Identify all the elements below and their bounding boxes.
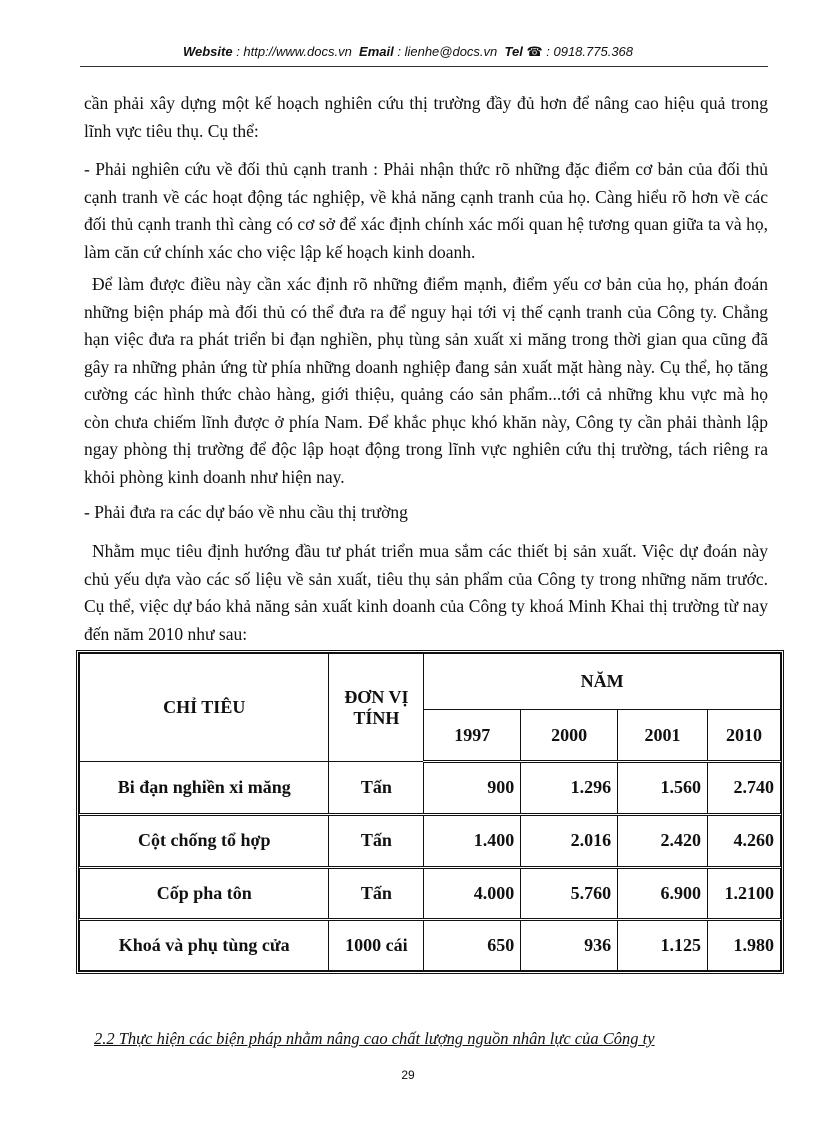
row-value: 936 — [521, 920, 618, 971]
row-value: 2.740 — [708, 762, 781, 815]
section-title: 2.2 Thực hiện các biện pháp nhằm nâng cao chất lượng nguồn nhân lực của Công ty — [94, 1029, 655, 1048]
paragraph-competitor-analysis: Để làm được điều này cần xác định rõ những điểm mạnh, điểm yếu cơ bản của họ, phán đoán những biện pháp mà đối thủ có thể đưa ra để nguy hại tới vị thế cạnh tranh của Công ty. Chẳng hạn việc đưa ra phát triển bi đạn nghiền, phụ tùng sản xuất xi măng trong thời gian qua cũng đã gây ra những phản ứng từ phía những doanh nghiệp đang sản xuất mặt hàng này. Cụ thể, họ tăng cường các hình thức chào hàng, giới thiệu, quảng cáo sản phẩm...tới cả những khu vực mà họ còn chưa chiếm lĩnh được ở phía Nam. Để khắc phục khó khăn này, Công ty cần phải thành lập ngay phòng thị trường để độc lập hoạt động trong lĩnh vực nghiên cứu thị trường, tách riêng ra khỏi phòng kinh doanh như hiện nay. — [84, 274, 768, 487]
row-value: 4.000 — [424, 867, 521, 920]
table-row — [80, 867, 781, 920]
row-name: Cột chống tổ hợp — [80, 814, 329, 867]
page-header — [0, 44, 816, 60]
table-row — [80, 762, 781, 815]
row-unit: Tấn — [329, 762, 424, 815]
header-year: 2001 — [618, 710, 708, 762]
email-label: Email — [359, 44, 394, 59]
header-year: 2000 — [521, 710, 618, 762]
header-year: 2010 — [708, 710, 781, 762]
row-value: 1.400 — [424, 814, 521, 867]
row-value: 1.980 — [708, 920, 781, 971]
header-unit: ĐƠN VỊ TÍNH — [329, 654, 424, 762]
row-name: Khoá và phụ tùng cửa — [80, 920, 329, 971]
row-unit: 1000 cái — [329, 920, 424, 971]
row-value: 650 — [424, 920, 521, 971]
table-row — [80, 920, 781, 971]
tel-label: Tel — [504, 44, 523, 59]
website-value: : http://www.docs.vn — [236, 44, 352, 59]
website-label: Website — [182, 44, 233, 59]
header-indicator: CHỈ TIÊU — [80, 654, 329, 762]
header-year-group: NĂM — [424, 654, 781, 710]
row-name: Bi đạn nghiền xi măng — [80, 762, 329, 815]
row-name: Cốp pha tôn — [80, 867, 329, 920]
row-value: 5.760 — [521, 867, 618, 920]
row-value: 1.2100 — [708, 867, 781, 920]
page-number: 29 — [401, 1068, 415, 1082]
paragraph-forecast-heading: - Phải đưa ra các dự báo về nhu cầu thị trường — [84, 502, 408, 522]
email-value: : lienhe@docs.vn — [397, 44, 498, 59]
row-value: 1.296 — [521, 762, 618, 815]
paragraph-forecast-detail: Nhằm mục tiêu định hướng đầu tư phát triển mua sắm các thiết bị sản xuất. Việc dự đoán này chủ yếu dựa vào các số liệu về sản xuất, tiêu thụ sản phẩm của Công ty trong những năm trước. Cụ thể, việc dự báo khả năng sản xuất kinh doanh của Công ty khoá Minh Khai thị trường từ nay đến năm 2010 như sau: — [84, 541, 768, 644]
row-unit: Tấn — [329, 814, 424, 867]
row-value: 900 — [424, 762, 521, 815]
row-value: 1.560 — [618, 762, 708, 815]
forecast-table — [76, 650, 784, 974]
header-divider — [80, 66, 768, 67]
tel-value: ☎ : 0918.775.368 — [526, 44, 634, 59]
row-value: 2.016 — [521, 814, 618, 867]
row-unit: Tấn — [329, 867, 424, 920]
row-value: 2.420 — [618, 814, 708, 867]
paragraph-intro: cần phải xây dựng một kế hoạch nghiên cứu thị trường đầy đủ hơn để nâng cao hiệu quả trong lĩnh vực tiêu thụ. Cụ thể: — [84, 93, 768, 141]
row-value: 6.900 — [618, 867, 708, 920]
row-value: 4.260 — [708, 814, 781, 867]
paragraph-competitor-research: - Phải nghiên cứu về đối thủ cạnh tranh : Phải nhận thức rõ những đặc điểm cơ bản của đối thủ cạnh tranh về các hoạt động tác nghiệp, về khả năng cạnh tranh của họ. Càng hiểu rõ hơn về các đối thủ cạnh tranh thì càng có cơ sở để xác định chính xác mối quan hệ tương quan giữa ta và họ, làm căn cứ chính xác cho việc lập kế hoạch kinh doanh. — [84, 159, 768, 262]
row-value: 1.125 — [618, 920, 708, 971]
header-year: 1997 — [424, 710, 521, 762]
table-row — [80, 814, 781, 867]
